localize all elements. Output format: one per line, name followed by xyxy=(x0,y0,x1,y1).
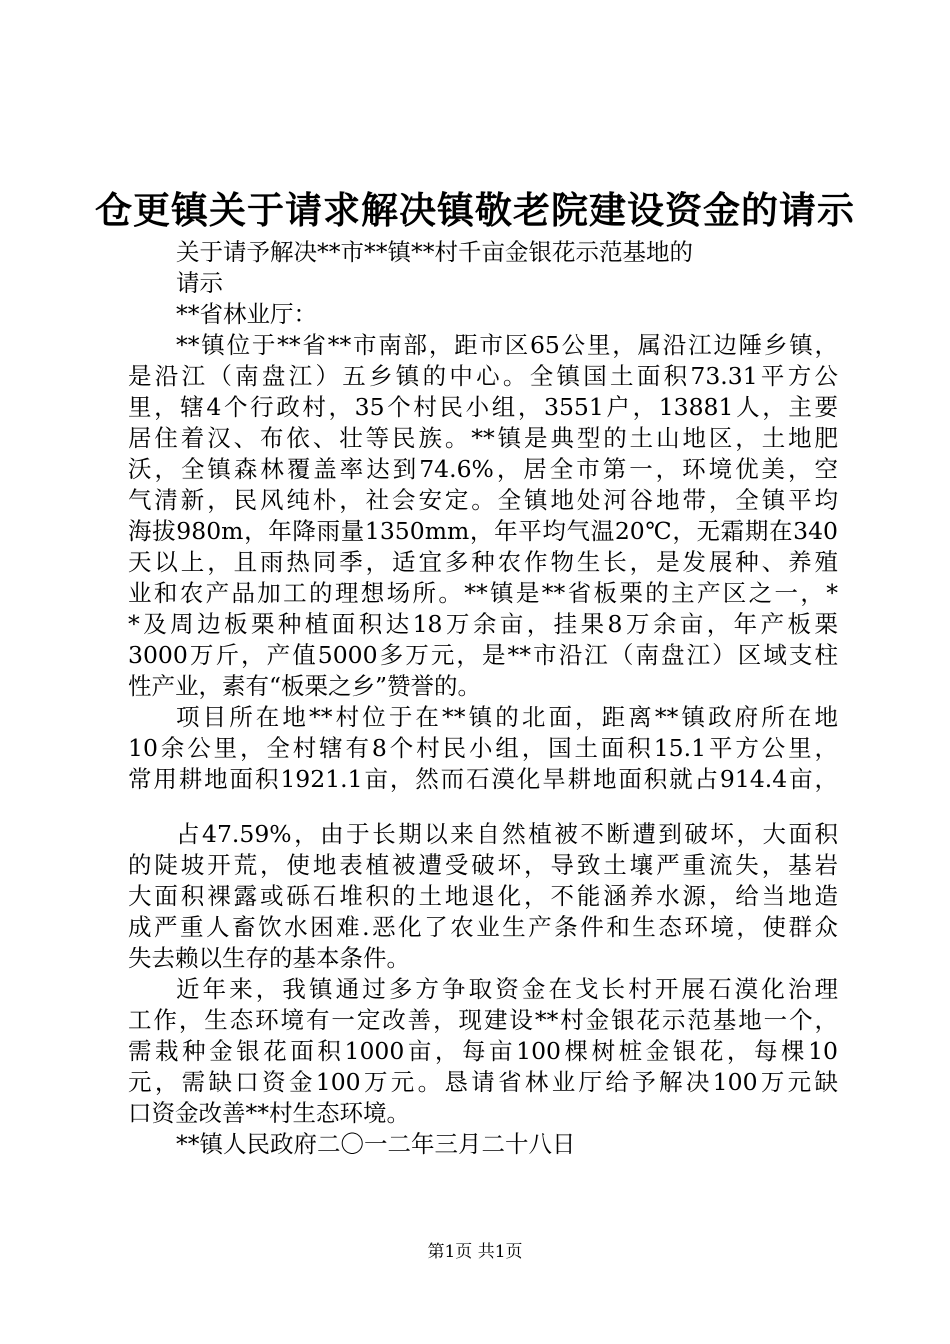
paragraph-1-line-1: **镇位于**省**市南部，距市区65公里，属沿江边陲乡镇， xyxy=(176,331,838,359)
subject-line-2: 请示 xyxy=(176,269,223,297)
paragraph-3-line-2: 的陡坡开荒，使地表植被遭受破坏，导致土壤严重流失，基岩 xyxy=(128,851,838,879)
paragraph-1-line-5: 沃，全镇森林覆盖率达到74.6%，居全市第一，环境优美，空 xyxy=(128,455,838,483)
paragraph-1-line-12: 性产业，素有“板栗之乡”赞誉的。 xyxy=(128,672,482,700)
page-footer: 第1页 共1页 xyxy=(427,1242,523,1262)
paragraph-1-line-3: 里，辖4个行政村，35个村民小组，3551户，13881人，主要 xyxy=(128,393,838,421)
paragraph-3-line-5: 失去赖以生存的基本条件。 xyxy=(128,944,410,972)
paragraph-3-line-3: 大面积裸露或砾石堆积的土地退化，不能涵养水源，给当地造 xyxy=(128,882,838,910)
paragraph-1-line-4: 居住着汉、布依、壮等民族。**镇是典型的土山地区，土地肥 xyxy=(128,424,838,452)
paragraph-1-line-8: 天以上，且雨热同季，适宜多种农作物生长，是发展种、养殖 xyxy=(128,548,838,576)
signature-date-line: **镇人民政府二〇一二年三月二十八日 xyxy=(176,1130,576,1158)
document-title: 仓更镇关于请求解决镇敬老院建设资金的请示 xyxy=(95,188,855,232)
paragraph-4-line-5: 口资金改善**村生态环境。 xyxy=(128,1099,410,1127)
paragraph-4-line-2: 工作，生态环境有一定改善，现建设**村金银花示范基地一个， xyxy=(128,1006,838,1034)
paragraph-1-line-9: 业和农产品加工的理想场所。**镇是**省板栗的主产区之一，* xyxy=(128,579,838,607)
paragraph-2-line-1: 项目所在地**村位于在**镇的北面，距离**镇政府所在地 xyxy=(176,703,838,731)
paragraph-1-line-2: 是沿江（南盘江）五乡镇的中心。全镇国土面积73.31平方公 xyxy=(128,362,838,390)
paragraph-1-line-6: 气清新，民风纯朴，社会安定。全镇地处河谷地带，全镇平均 xyxy=(128,486,838,514)
paragraph-2-line-2: 10余公里，全村辖有8个村民小组，国土面积15.1平方公里， xyxy=(128,734,838,762)
subject-line-1: 关于请予解决**市**镇**村千亩金银花示范基地的 xyxy=(176,238,693,266)
paragraph-2-line-3: 常用耕地面积1921.1亩，然而石漠化旱耕地面积就占914.4亩， xyxy=(128,765,838,793)
paragraph-1-line-7: 海拔980m，年降雨量1350mm，年平均气温20℃，无霜期在340 xyxy=(128,517,838,545)
paragraph-4-line-1: 近年来，我镇通过多方争取资金在戈长村开展石漠化治理 xyxy=(176,975,838,1003)
paragraph-3-line-4: 成严重人畜饮水困难.恶化了农业生产条件和生态环境，使群众 xyxy=(128,913,838,941)
paragraph-4-line-3: 需栽种金银花面积1000亩，每亩100棵树桩金银花，每棵10 xyxy=(128,1037,838,1065)
paragraph-4-line-4: 元，需缺口资金100万元。恳请省林业厅给予解决100万元缺 xyxy=(128,1068,838,1096)
recipient-line: **省林业厅： xyxy=(176,300,317,328)
paragraph-1-line-10: *及周边板栗种植面积达18万余亩，挂果8万余亩，年产板栗 xyxy=(128,610,838,638)
paragraph-3-line-1: 占47.59%，由于长期以来自然植被不断遭到破坏，大面积 xyxy=(176,820,838,848)
paragraph-1-line-11: 3000万斤，产值5000多万元，是**市沿江（南盘江）区域支柱 xyxy=(128,641,838,669)
